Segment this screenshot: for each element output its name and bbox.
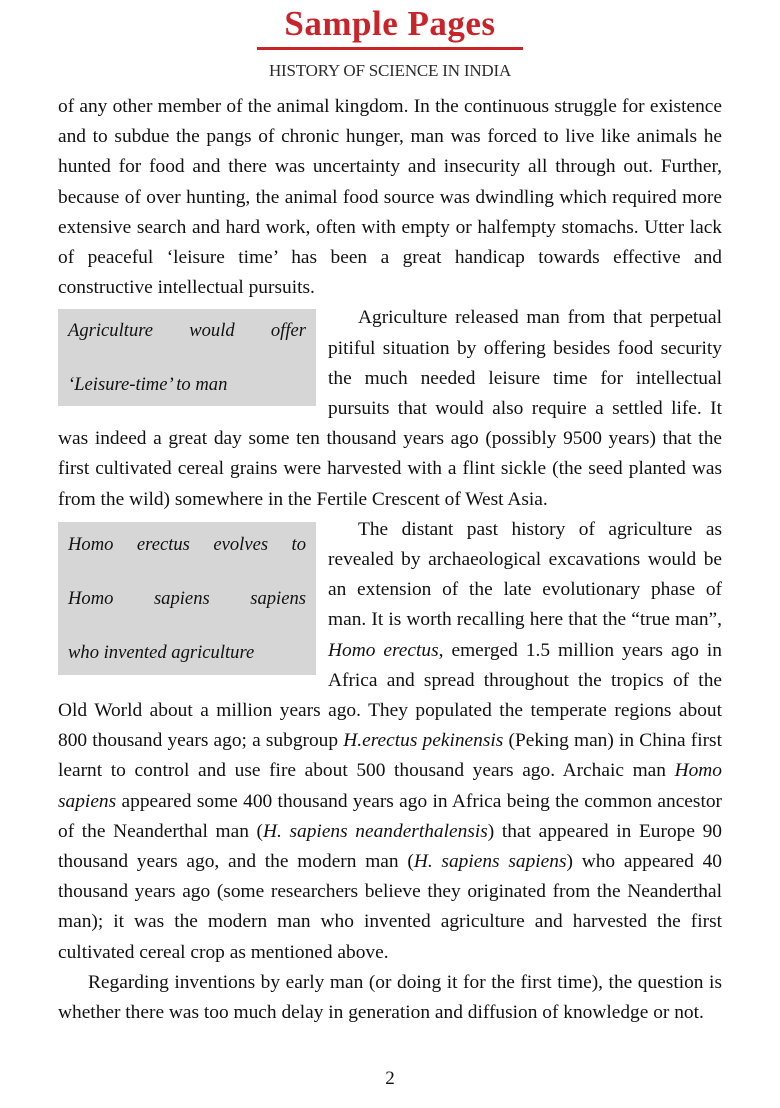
paragraph-2-text-b: some ten thousand years ago (possibly 9500 years) that the first cultivated cereal grains were harvested with a flint sickle (the seed planted was from the wild) somewhere in the Fertile Crescent of West Asia. (58, 428, 722, 510)
species-name-h-sapiens-sapiens: H. sapiens sapiens (413, 851, 567, 873)
page-number: 2 (385, 1068, 395, 1089)
callout-box-leisure-time (58, 309, 316, 406)
paragraph-2-text-a: Agriculture released man from that perpetual pitiful situation by offering besides food security the much needed leisure time for intellectual pursuits that would also require a settled life. It was indeed a great day (58, 307, 722, 450)
page-header (0, 0, 780, 82)
paragraph-3-text-b: , emerged 1.5 million years ago in Africa and spread throughout the tropics of the Old World about a million years ago. They populated the temperate regions about 800 thousand years ago; a subgroup (58, 639, 722, 752)
page-subtitle: HISTORY OF SCIENCE IN INDIA (268, 61, 512, 80)
species-name-homo-sapiens: Homo sapiens (58, 760, 722, 812)
paragraph-3-text-a: The distant past history of agriculture as revealed by archaeological excavations would be an extension of the late evolutionary phase of man. It is worth recalling here that the “true man”, (328, 518, 722, 631)
callout-line: who invented agriculture (68, 641, 255, 663)
callout-line: Homo erectus evolves to (68, 533, 306, 555)
species-name-h-erectus-pekinensis: H.erectus pekinensis (343, 730, 504, 752)
callout-line: Homo sapiens sapiens (68, 587, 306, 609)
paragraph-3-text-f: ) who appeared 40 thousand years ago (some researchers believe they originated from the Neanderthal man); it was the modern man who invented agriculture and harvested the first cultivated cereal crop as mentioned above. (58, 851, 722, 963)
paragraph-3-text-e: ) that appeared in Europe 90 thousand years ago, and the modern man ( (58, 820, 722, 873)
callout-line: ‘Leisure-time’ to man (68, 374, 228, 396)
species-name-h-sapiens-neanderthalensis: H. sapiens neanderthalensis (263, 820, 488, 842)
paragraph-4: Regarding inventions by early man (or doing it for the first time), the question is whether there was too much delay in generation and diffusion of knowledge or not. (58, 971, 722, 1024)
paragraph-3-text-d: appeared some 400 thousand years ago in Africa being the common ancestor of the Neanderthal man ( (58, 790, 722, 842)
callout-box-homo-erectus (58, 522, 316, 675)
paragraph-3-text-c: (Peking man) in China first learnt to control and use fire about 500 thousand years ago. Archaic man (58, 730, 722, 782)
paragraph-1: of any other member of the animal kingdom. In the continuous struggle for existence and to subdue the pangs of chronic hunger, man was forced to live like animals he hunted for food and there was uncertainty and insecurity all through out. Further, because of over hunting, the animal food source was dwindling which required more extensive search and hard work, often with empty or halfempty stomachs. Utter lack of peaceful ‘leisure time’ has been a great handicap towards effective and constructive intellectual pursuits. (58, 96, 722, 299)
title-underline-rule (257, 47, 523, 50)
body-text-column (58, 92, 722, 1028)
callout-line: Agriculture would offer (68, 320, 306, 342)
page-title: Sample Pages (284, 4, 496, 43)
species-name-homo-erectus: Homo erectus (328, 639, 439, 661)
